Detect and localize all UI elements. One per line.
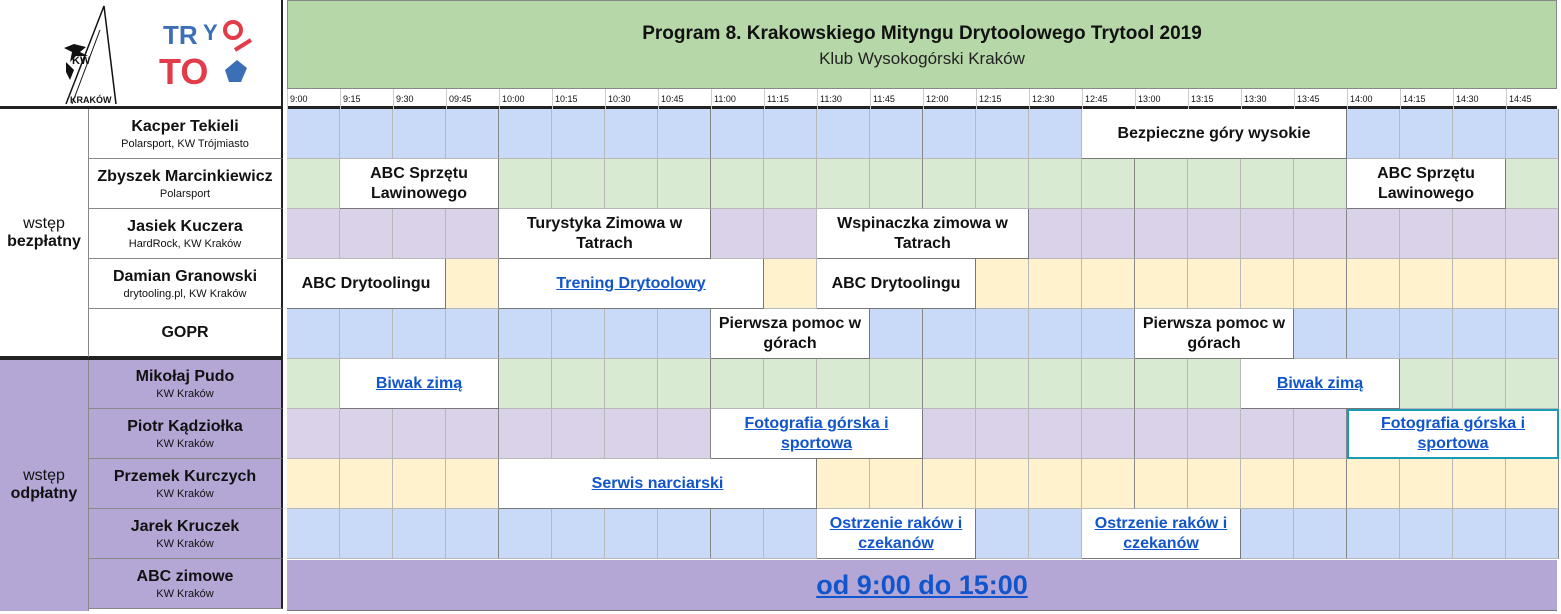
time-slot-cell[interactable] — [1241, 209, 1294, 259]
time-slot-cell[interactable] — [287, 509, 340, 559]
event-title[interactable]: Trening Drytoolowy — [556, 274, 706, 292]
presenter-name: Przemek Kurczych — [113, 468, 257, 485]
event-block[interactable] — [1347, 159, 1506, 209]
time-slot-cell[interactable] — [340, 209, 393, 259]
presenter-name: Jarek Kruczek — [130, 518, 240, 535]
presenter-organization: KW Kraków — [156, 588, 214, 600]
time-slot-cell[interactable] — [1241, 259, 1294, 309]
time-slot-cell[interactable] — [1135, 409, 1188, 459]
time-label: 12:45 — [1085, 94, 1108, 104]
time-label: 9:15 — [343, 94, 361, 104]
svg-text:TR: TR — [163, 20, 198, 50]
time-slot-cell[interactable] — [1506, 259, 1559, 309]
time-label: 11:30 — [820, 94, 842, 104]
time-slot-cell[interactable] — [1453, 209, 1506, 259]
time-slot-cell[interactable] — [287, 209, 340, 259]
time-divider — [658, 89, 659, 109]
group-label-line1: wstęp — [23, 214, 65, 232]
time-slot-cell[interactable] — [870, 109, 923, 159]
time-slot-cell[interactable] — [340, 309, 393, 359]
presenter-cell — [89, 359, 283, 409]
time-slot-cell[interactable] — [1400, 209, 1453, 259]
time-slot-cell[interactable] — [764, 509, 817, 559]
time-slot-cell[interactable] — [976, 159, 1029, 209]
time-label: 12:15 — [979, 94, 1002, 104]
time-slot-cell[interactable] — [976, 409, 1029, 459]
event-title: Pierwsza pomoc w górach — [1142, 314, 1286, 352]
time-label: 14:45 — [1509, 94, 1532, 104]
group-label-line2: odpłatny — [10, 485, 78, 502]
time-slot-cell[interactable] — [976, 309, 1029, 359]
time-slot-cell[interactable] — [923, 359, 976, 409]
time-divider — [870, 89, 871, 109]
event-block[interactable] — [1135, 309, 1294, 359]
time-slot-cell[interactable] — [446, 109, 499, 159]
time-slot-cell[interactable] — [711, 159, 764, 209]
time-slot-cell[interactable] — [1506, 359, 1559, 409]
time-slot-cell[interactable] — [1029, 109, 1082, 159]
time-slot-cell[interactable] — [1188, 359, 1241, 409]
time-slot-cell[interactable] — [499, 309, 552, 359]
presenter-cell — [89, 559, 283, 609]
presenter-name: Kacper Tekieli — [131, 118, 239, 135]
time-slot-cell[interactable] — [870, 459, 923, 509]
group-paid-entry — [0, 359, 89, 611]
time-slot-cell[interactable] — [1347, 259, 1400, 309]
time-slot-cell[interactable] — [1294, 259, 1347, 309]
time-divider — [499, 89, 500, 109]
time-slot-cell[interactable] — [870, 359, 923, 409]
time-slot-cell[interactable] — [711, 209, 764, 259]
time-label: 10:00 — [502, 94, 525, 104]
presenter-cell — [89, 159, 283, 209]
time-label: 10:30 — [608, 94, 631, 104]
presenter-cell — [89, 309, 283, 359]
time-label: 10:15 — [555, 94, 578, 104]
event-title: ABC Sprzętu Lawinowego — [1377, 164, 1475, 202]
time-slot-cell[interactable] — [552, 309, 605, 359]
time-slot-cell[interactable] — [499, 359, 552, 409]
event-link[interactable] — [340, 359, 499, 409]
time-slot-cell[interactable] — [1241, 459, 1294, 509]
time-slot-cell[interactable] — [446, 409, 499, 459]
time-divider — [711, 89, 712, 109]
time-slot-cell[interactable] — [499, 409, 552, 459]
event-title: ABC Sprzętu Lawinowego — [370, 164, 468, 202]
krakow-text: KRAKÓW — [70, 95, 112, 105]
time-slot-cell[interactable] — [1082, 159, 1135, 209]
presenter-name: Zbyszek Marcinkiewicz — [97, 168, 273, 185]
time-slot-cell[interactable] — [764, 109, 817, 159]
time-slot-cell[interactable] — [1082, 359, 1135, 409]
event-link[interactable] — [499, 259, 764, 309]
time-divider — [1347, 89, 1348, 109]
time-slot-cell[interactable] — [870, 309, 923, 359]
time-slot-cell[interactable] — [1135, 159, 1188, 209]
time-label: 13:30 — [1244, 94, 1267, 104]
time-slot-cell[interactable] — [1188, 459, 1241, 509]
time-slot-cell[interactable] — [1453, 459, 1506, 509]
event-link[interactable] — [1347, 409, 1559, 459]
time-divider — [1506, 89, 1507, 109]
time-slot-cell[interactable] — [711, 109, 764, 159]
event-link[interactable] — [1241, 359, 1400, 409]
svg-text:TO: TO — [159, 51, 209, 92]
event-block[interactable] — [817, 259, 976, 309]
group-label-line1: wstęp — [23, 467, 65, 484]
time-label: 14:30 — [1456, 94, 1479, 104]
event-title[interactable]: Biwak zimą — [375, 374, 463, 392]
time-slot-cell[interactable] — [1029, 359, 1082, 409]
time-slot-cell[interactable] — [499, 159, 552, 209]
page-title: Program 8. Krakowskiego Mityngu Drytoolowego Trytool 2019 — [642, 23, 1202, 44]
time-slot-cell[interactable] — [1135, 259, 1188, 309]
time-slot-cell[interactable] — [552, 359, 605, 409]
event-title[interactable]: Fotografia górska i sportowa — [744, 414, 889, 452]
time-slot-cell[interactable] — [817, 359, 870, 409]
presenter-organization: drytooling.pl, KW Kraków — [123, 288, 247, 300]
time-slot-cell[interactable] — [1294, 159, 1347, 209]
time-slot-cell[interactable] — [1400, 109, 1453, 159]
presenter-organization: KW Kraków — [156, 438, 214, 450]
time-divider — [923, 89, 924, 109]
time-slot-cell[interactable] — [340, 509, 393, 559]
presenter-cell — [89, 109, 283, 159]
time-slot-cell[interactable] — [446, 259, 499, 309]
time-header-row — [287, 89, 1557, 109]
page-subtitle: Klub Wysokogórski Kraków — [819, 49, 1025, 68]
time-slot-cell[interactable] — [658, 359, 711, 409]
event-block[interactable] — [287, 259, 446, 309]
presenter-organization: Polarsport — [159, 188, 211, 200]
time-slot-cell[interactable] — [1029, 459, 1082, 509]
presenter-name: GOPR — [161, 324, 209, 341]
time-slot-cell[interactable] — [1294, 309, 1347, 359]
time-divider — [1188, 89, 1189, 109]
time-divider — [817, 89, 818, 109]
trytool-logo — [155, 10, 265, 100]
time-slot-cell[interactable] — [1188, 159, 1241, 209]
time-slot-cell[interactable] — [1241, 159, 1294, 209]
time-slot-cell[interactable] — [976, 459, 1029, 509]
abc-zimowe-time-bar[interactable] — [287, 560, 1557, 611]
time-slot-cell[interactable] — [446, 309, 499, 359]
presenter-cell — [89, 259, 283, 309]
time-divider — [764, 89, 765, 109]
presenter-name: Mikołaj Pudo — [135, 368, 235, 385]
time-slot-cell[interactable] — [870, 159, 923, 209]
time-label: 14:15 — [1403, 94, 1426, 104]
time-divider — [976, 89, 977, 109]
time-slot-cell[interactable] — [287, 159, 340, 209]
time-label: 9:00 — [290, 94, 308, 104]
event-link[interactable] — [1082, 509, 1241, 559]
time-slot-cell[interactable] — [393, 459, 446, 509]
event-title: Pierwsza pomoc w górach — [718, 314, 862, 352]
time-slot-cell[interactable] — [1506, 159, 1559, 209]
time-slot-cell[interactable] — [764, 159, 817, 209]
time-slot-cell[interactable] — [1506, 459, 1559, 509]
time-slot-cell[interactable] — [1453, 259, 1506, 309]
time-slot-cell[interactable] — [1453, 359, 1506, 409]
time-slot-cell[interactable] — [393, 209, 446, 259]
event-block[interactable] — [340, 159, 499, 209]
time-label: 09:45 — [449, 94, 472, 104]
presenter-organization: Polarsport, KW Trójmiasto — [121, 138, 249, 150]
time-slot-cell[interactable] — [1241, 509, 1294, 559]
time-slot-cell[interactable] — [1506, 109, 1559, 159]
event-link[interactable] — [711, 409, 923, 459]
time-slot-cell[interactable] — [817, 109, 870, 159]
time-slot-cell[interactable] — [1188, 209, 1241, 259]
presenter-organization: KW Kraków — [156, 488, 214, 500]
presenter-organization: KW Kraków — [156, 538, 214, 550]
time-slot-cell[interactable] — [976, 509, 1029, 559]
time-divider — [552, 89, 553, 109]
time-label: 11:45 — [873, 94, 895, 104]
presenter-name: Jasiek Kuczera — [127, 218, 243, 235]
time-slot-cell[interactable] — [1453, 109, 1506, 159]
event-link[interactable] — [499, 459, 817, 509]
time-divider — [1135, 89, 1136, 109]
group-label-line2: bezpłatny — [7, 232, 81, 250]
event-block[interactable] — [817, 209, 1029, 259]
time-slot-cell[interactable] — [817, 159, 870, 209]
time-divider — [287, 89, 288, 109]
time-slot-cell[interactable] — [1135, 209, 1188, 259]
time-slot-cell[interactable] — [446, 209, 499, 259]
time-label: 12:00 — [926, 94, 949, 104]
time-slot-cell[interactable] — [976, 359, 1029, 409]
event-title: ABC Drytoolingu — [301, 274, 431, 292]
time-slot-cell[interactable] — [817, 459, 870, 509]
time-slot-cell[interactable] — [605, 159, 658, 209]
event-title[interactable]: Serwis narciarski — [591, 474, 724, 492]
time-slot-cell[interactable] — [1294, 459, 1347, 509]
time-slot-cell[interactable] — [1347, 459, 1400, 509]
time-slot-cell[interactable] — [1241, 409, 1294, 459]
abc-zimowe-link[interactable]: od 9:00 do 15:00 — [816, 569, 1028, 600]
time-slot-cell[interactable] — [552, 159, 605, 209]
time-slot-cell[interactable] — [340, 409, 393, 459]
time-slot-cell[interactable] — [658, 509, 711, 559]
time-label: 10:45 — [661, 94, 684, 104]
time-label: 12:30 — [1032, 94, 1055, 104]
time-slot-cell[interactable] — [1347, 209, 1400, 259]
time-slot-cell[interactable] — [287, 459, 340, 509]
time-slot-cell[interactable] — [287, 409, 340, 459]
time-slot-cell[interactable] — [393, 109, 446, 159]
time-slot-cell[interactable] — [1347, 109, 1400, 159]
time-divider — [1241, 89, 1242, 109]
time-divider — [1082, 89, 1083, 109]
time-slot-cell[interactable] — [1082, 409, 1135, 459]
time-slot-cell[interactable] — [552, 409, 605, 459]
time-slot-cell[interactable] — [340, 459, 393, 509]
time-slot-cell[interactable] — [1400, 259, 1453, 309]
event-title[interactable]: Ostrzenie raków i czekanów — [829, 514, 963, 552]
time-slot-cell[interactable] — [711, 509, 764, 559]
event-block[interactable] — [711, 309, 870, 359]
time-slot-cell[interactable] — [923, 159, 976, 209]
time-slot-cell[interactable] — [711, 359, 764, 409]
time-slot-cell[interactable] — [923, 109, 976, 159]
presenter-organization: HardRock, KW Kraków — [128, 238, 242, 250]
event-title: Wspinaczka zimowa w Tatrach — [837, 214, 1008, 252]
time-slot-cell[interactable] — [1029, 509, 1082, 559]
time-slot-cell[interactable] — [658, 309, 711, 359]
time-slot-cell[interactable] — [1453, 309, 1506, 359]
time-divider — [605, 89, 606, 109]
kw-text: KW — [72, 55, 91, 67]
time-slot-cell[interactable] — [923, 309, 976, 359]
event-title[interactable]: Ostrzenie raków i czekanów — [1094, 514, 1228, 552]
time-slot-cell[interactable] — [1082, 459, 1135, 509]
time-slot-cell[interactable] — [1400, 359, 1453, 409]
time-slot-cell[interactable] — [287, 109, 340, 159]
group-separator — [0, 357, 283, 360]
time-slot-cell[interactable] — [1029, 209, 1082, 259]
time-slot-cell[interactable] — [1082, 259, 1135, 309]
presenter-cell — [89, 459, 283, 509]
time-slot-cell[interactable] — [1029, 159, 1082, 209]
event-title: Turystyka Zimowa w Tatrach — [526, 214, 683, 252]
time-label: 9:30 — [396, 94, 414, 104]
time-slot-cell[interactable] — [287, 309, 340, 359]
time-slot-cell[interactable] — [1294, 209, 1347, 259]
event-block[interactable] — [1082, 109, 1347, 159]
event-title: Bezpieczne góry wysokie — [1117, 124, 1311, 142]
time-slot-cell[interactable] — [1188, 409, 1241, 459]
time-slot-cell[interactable] — [499, 109, 552, 159]
time-label: 11:00 — [714, 94, 736, 104]
presenter-organization: KW Kraków — [156, 388, 214, 400]
time-slot-cell[interactable] — [1453, 509, 1506, 559]
time-divider — [1453, 89, 1454, 109]
time-divider — [446, 89, 447, 109]
time-slot-cell[interactable] — [605, 309, 658, 359]
presenter-cell — [89, 509, 283, 559]
time-divider — [1400, 89, 1401, 109]
time-slot-cell[interactable] — [1029, 309, 1082, 359]
time-slot-cell[interactable] — [287, 359, 340, 409]
time-slot-cell[interactable] — [1506, 209, 1559, 259]
event-title: ABC Drytoolingu — [831, 274, 961, 292]
time-slot-cell[interactable] — [552, 509, 605, 559]
time-slot-cell[interactable] — [1135, 359, 1188, 409]
time-slot-cell[interactable] — [1082, 209, 1135, 259]
time-slot-cell[interactable] — [923, 409, 976, 459]
time-slot-cell[interactable] — [1294, 409, 1347, 459]
time-slot-cell[interactable] — [976, 109, 1029, 159]
logo-cell — [0, 0, 283, 109]
time-divider — [1029, 89, 1030, 109]
time-slot-cell[interactable] — [658, 159, 711, 209]
time-slot-cell[interactable] — [1029, 259, 1082, 309]
time-slot-cell[interactable] — [1029, 409, 1082, 459]
event-title[interactable]: Fotografia górska i sportowa — [1380, 415, 1526, 452]
time-slot-cell[interactable] — [605, 359, 658, 409]
time-slot-cell[interactable] — [764, 359, 817, 409]
event-block[interactable] — [499, 209, 711, 259]
time-slot-cell[interactable] — [1082, 309, 1135, 359]
presenter-name: Damian Granowski — [112, 268, 258, 285]
svg-text:Y: Y — [203, 20, 218, 45]
time-slot-cell[interactable] — [1347, 509, 1400, 559]
time-divider — [340, 89, 341, 109]
presenter-name: Piotr Kądziołka — [127, 418, 243, 435]
time-slot-cell[interactable] — [552, 109, 605, 159]
time-slot-cell[interactable] — [976, 259, 1029, 309]
time-slot-cell[interactable] — [1506, 309, 1559, 359]
time-divider — [1294, 89, 1295, 109]
time-slot-cell[interactable] — [1294, 509, 1347, 559]
time-slot-cell[interactable] — [393, 509, 446, 559]
time-label: 14:00 — [1350, 94, 1373, 104]
time-label: 13:15 — [1191, 94, 1214, 104]
time-slot-cell[interactable] — [393, 309, 446, 359]
time-label: 13:00 — [1138, 94, 1161, 104]
time-slot-cell[interactable] — [1347, 309, 1400, 359]
time-slot-cell[interactable] — [446, 509, 499, 559]
event-title[interactable]: Biwak zimą — [1276, 374, 1364, 392]
time-slot-cell[interactable] — [764, 209, 817, 259]
time-slot-cell[interactable] — [340, 109, 393, 159]
time-slot-cell[interactable] — [393, 409, 446, 459]
time-slot-cell[interactable] — [1400, 459, 1453, 509]
time-slot-cell[interactable] — [764, 259, 817, 309]
time-slot-cell[interactable] — [658, 109, 711, 159]
presenter-cell — [89, 409, 283, 459]
time-slot-cell[interactable] — [446, 459, 499, 509]
presenter-name: ABC zimowe — [136, 568, 234, 585]
time-slot-cell[interactable] — [605, 509, 658, 559]
group-free-entry — [0, 109, 89, 359]
time-slot-cell[interactable] — [1188, 259, 1241, 309]
time-divider — [393, 89, 394, 109]
time-slot-cell[interactable] — [923, 459, 976, 509]
time-slot-cell[interactable] — [605, 109, 658, 159]
time-slot-cell[interactable] — [1135, 459, 1188, 509]
time-slot-cell[interactable] — [658, 409, 711, 459]
presenter-cell — [89, 209, 283, 259]
time-slot-cell[interactable] — [1400, 509, 1453, 559]
time-slot-cell[interactable] — [499, 509, 552, 559]
event-link[interactable] — [817, 509, 976, 559]
time-slot-cell[interactable] — [605, 409, 658, 459]
time-slot-cell[interactable] — [1506, 509, 1559, 559]
time-label: 11:15 — [767, 94, 789, 104]
schedule-title-cell — [287, 0, 1557, 89]
time-slot-cell[interactable] — [1400, 309, 1453, 359]
time-label: 13:45 — [1297, 94, 1320, 104]
